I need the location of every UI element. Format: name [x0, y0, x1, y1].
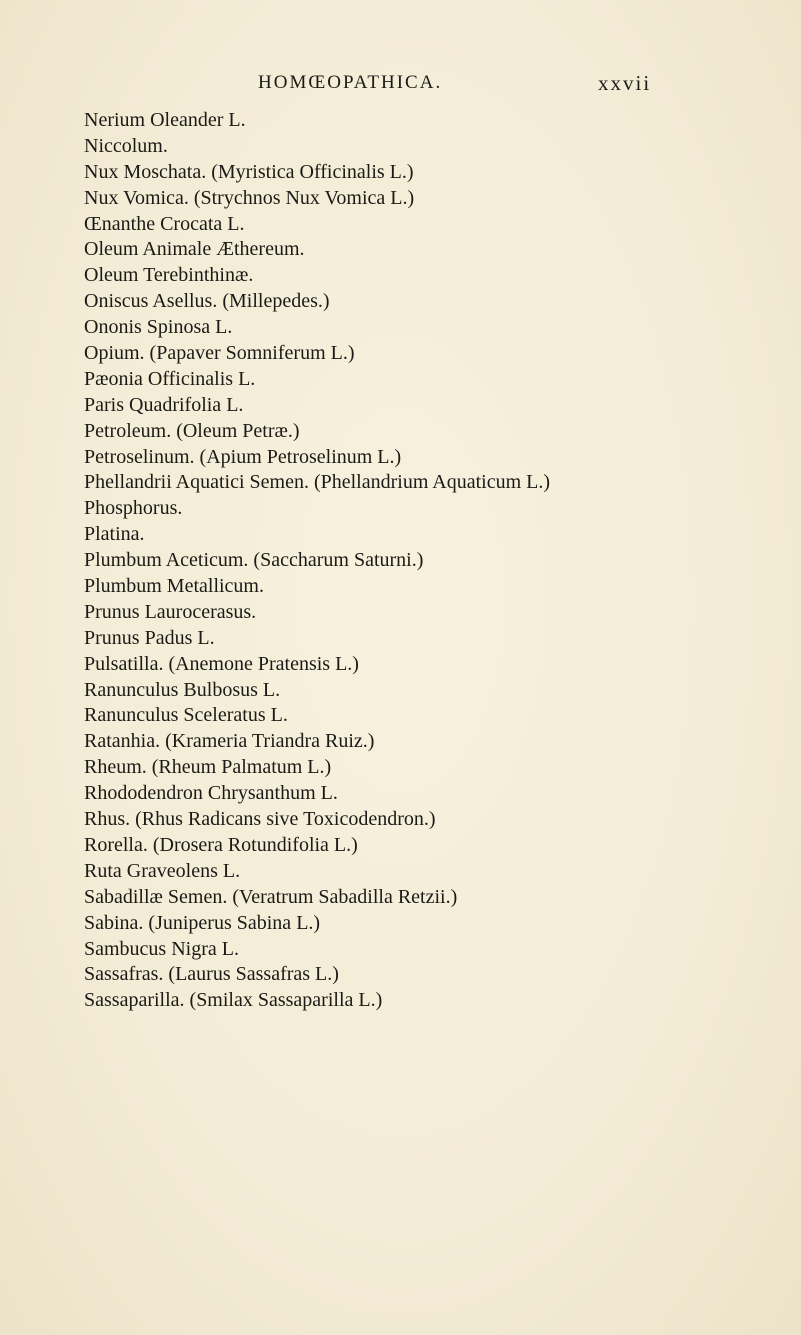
list-item: Sassafras. (Laurus Sassafras L.): [84, 963, 339, 986]
remedy-list: [84, 108, 784, 1014]
list-item: Oleum Animale Æthereum.: [84, 238, 305, 261]
list-item: Ratanhia. (Krameria Triandra Ruiz.): [84, 730, 375, 753]
list-item: Platina.: [84, 523, 145, 546]
list-item: Plumbum Metallicum.: [84, 575, 264, 598]
list-item: Phosphorus.: [84, 497, 183, 520]
list-item: Rhus. (Rhus Radicans sive Toxicodendron.): [84, 808, 436, 831]
list-item: Ranunculus Bulbosus L.: [84, 678, 281, 701]
page-number: xxvii: [598, 71, 652, 95]
list-item: Pulsatilla. (Anemone Pratensis L.): [84, 652, 359, 675]
list-item: Petroleum. (Oleum Petræ.): [84, 419, 300, 442]
list-item: Pæonia Officinalis L.: [84, 367, 256, 390]
list-item: Paris Quadrifolia L.: [84, 393, 244, 416]
list-item: Rhododendron Chrysanthum L.: [84, 782, 338, 805]
list-item: Oniscus Asellus. (Millepedes.): [84, 290, 330, 313]
list-item: Opium. (Papaver Somniferum L.): [84, 342, 355, 365]
list-item: Oleum Terebinthinæ.: [84, 264, 254, 287]
list-item: Petroselinum. (Apium Petroselinum L.): [84, 445, 402, 468]
list-item: Sassaparilla. (Smilax Sassaparilla L.): [84, 989, 383, 1012]
list-item: Ruta Graveolens L.: [84, 859, 241, 882]
list-item: Ononis Spinosa L.: [84, 316, 233, 339]
list-item: Prunus Laurocerasus.: [84, 600, 257, 623]
running-title: HOMŒOPATHICA.: [258, 72, 443, 93]
list-item: Nux Vomica. (Strychnos Nux Vomica L.): [84, 186, 415, 209]
list-item: Prunus Padus L.: [84, 626, 215, 649]
list-item: Sambucus Nigra L.: [84, 937, 239, 960]
list-item: Rorella. (Drosera Rotundifolia L.): [84, 833, 358, 856]
list-item: Rheum. (Rheum Palmatum L.): [84, 756, 332, 779]
running-head: [0, 72, 801, 102]
list-item: Sabadillæ Semen. (Veratrum Sabadilla Retzii.): [84, 885, 458, 908]
list-item: Nux Moschata. (Myristica Officinalis L.): [84, 160, 414, 183]
list-item: Nerium Oleander L.: [84, 109, 246, 131]
list-item: Œnanthe Crocata L.: [84, 212, 245, 235]
list-item: Ranunculus Sceleratus L.: [84, 704, 288, 727]
list-item: Sabina. (Juniperus Sabina L.): [84, 911, 321, 934]
list-item: Phellandrii Aquatici Semen. (Phellandrium Aquaticum L.): [84, 471, 551, 494]
list-item: Niccolum.: [84, 134, 168, 157]
list-item: Plumbum Aceticum. (Saccharum Saturni.): [84, 549, 424, 572]
